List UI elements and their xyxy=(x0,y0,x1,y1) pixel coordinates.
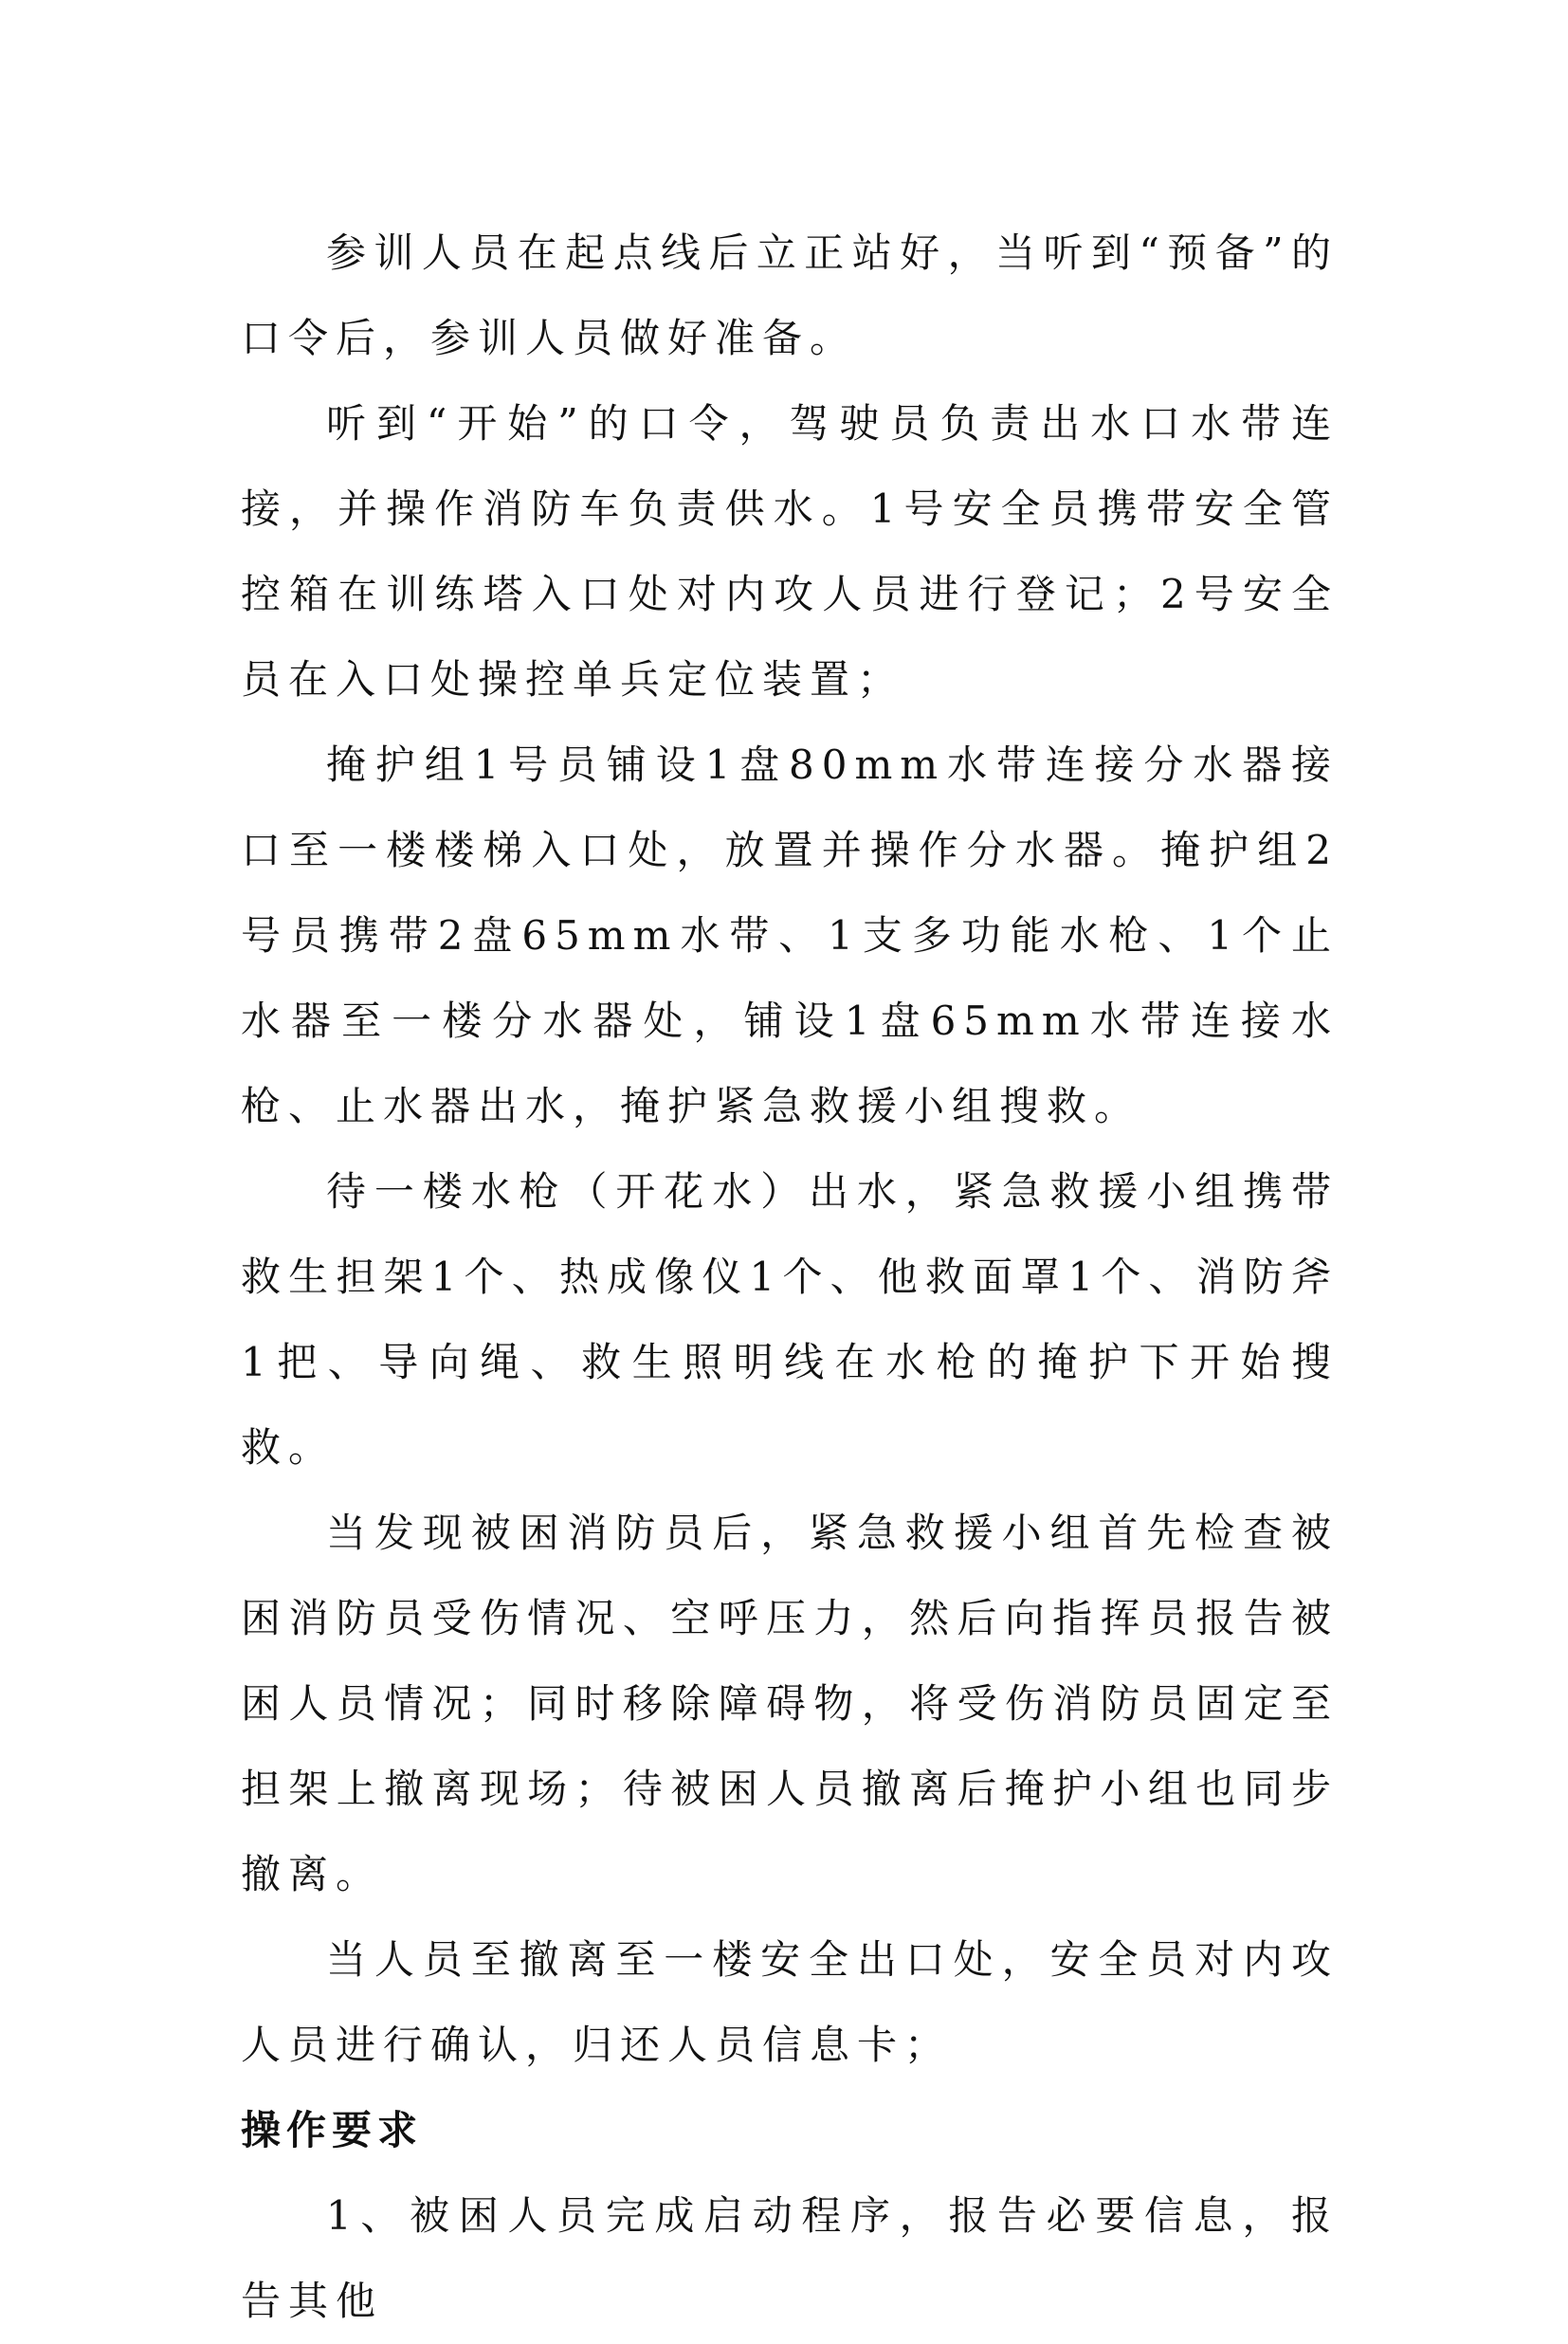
paragraph-ready-command: 参训人员在起点线后立正站好，当听到“预备”的口令后，参训人员做好准备。 xyxy=(241,229,1339,361)
requirement-item-1: 1、被困人员完成启动程序，报告必要信息，报告其他 xyxy=(241,2192,1339,2324)
paragraph-trapped-firefighter: 当发现被困消防员后，紧急救援小组首先检查被困消防员受伤情况、空呼压力，然后向指挥员报告被困人员情况；同时移除障碍物，将受伤消防员固定至担架上撤离现场；待被困人员撤离后掩护小组也同步撤离。 xyxy=(241,1510,1339,1897)
document-body xyxy=(241,211,1339,2344)
paragraph-exit-confirmation: 当人员至撤离至一楼安全出口处，安全员对内攻人员进行确认，归还人员信息卡； xyxy=(241,1936,1339,2068)
section-heading: 操作要求 xyxy=(241,2107,424,2153)
paragraph-start-command: 听到“开始”的口令，驾驶员负责出水口水带连接，并操作消防车负责供水。1号安全员携带安全管控箱在训练塔入口处对内攻人员进行登记；2号安全员在入口处操控单兵定位装置； xyxy=(241,400,1339,703)
paragraph-rescue-search: 待一楼水枪（开花水）出水，紧急救援小组携带救生担架1个、热成像仪1个、他救面罩1个、消防斧1把、导向绳、救生照明线在水枪的掩护下开始搜救。 xyxy=(241,1168,1339,1471)
paragraph-cover-group: 掩护组1号员铺设1盘80mm水带连接分水器接口至一楼楼梯入口处，放置并操作分水器。掩护组2号员携带2盘65mm水带、1支多功能水枪、1个止水器至一楼分水器处，铺设1盘65mm水带连接水枪、止水器出水，掩护紧急救援小组搜救。 xyxy=(241,742,1339,1129)
